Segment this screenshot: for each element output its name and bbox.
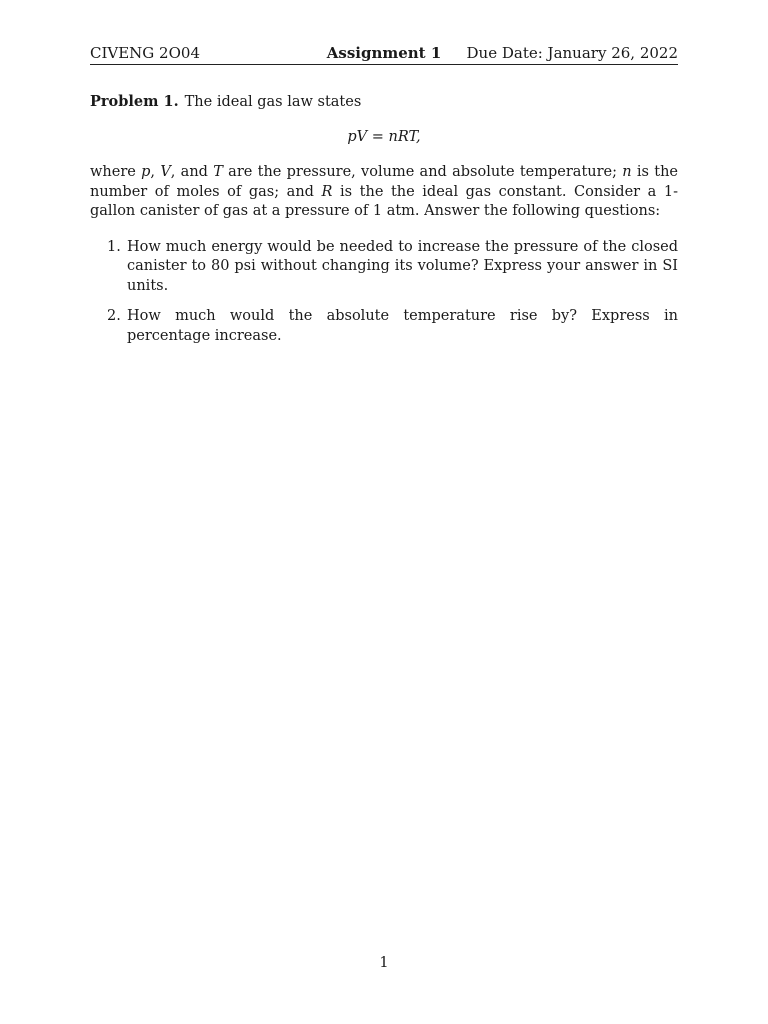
description-text: is the the ideal gas constant. Consider a 1-gallon canister of gas at a pressure of 1 atm. Answer the following questions: [90,183,678,219]
due-date: Due Date: January 26, 2022 [466,44,678,62]
list-item [90,307,678,346]
description-text: are the pressure, volume and absolute temperature; [222,164,623,180]
page-number: 1 [379,955,389,971]
problem-intro [90,92,678,113]
question-list [90,238,678,347]
question-number: 2. [107,308,121,324]
question-number: 1. [107,238,121,255]
header-rule [90,64,678,65]
math-variable-v: V [160,164,171,180]
description-text: , [150,164,161,180]
page-header [90,43,678,63]
list-item [90,238,678,297]
description-text: , and [170,164,214,180]
problem-label: Problem 1. [90,93,179,110]
question-text: How much would the absolute temperature rise by? Express in percentage increase. [127,308,678,344]
problem-description [90,163,678,222]
description-text: is the number of moles of gas; and [90,164,679,200]
assignment-title: Assignment 1 [326,44,442,62]
math-variable-n: n [622,164,632,180]
problem-section [90,92,678,357]
problem-intro-text: The ideal gas law states [184,94,362,110]
math-variable-r: R [321,183,333,200]
question-text: How much energy would be needed to increase the pressure of the closed canister to 80 psi without changing its volume? Express your answer in SI units. [127,238,678,294]
math-variable-t: T [213,164,223,180]
course-code: CIVENG 2O04 [90,44,200,62]
math-variable-p: p [141,164,151,180]
ideal-gas-equation: pV = nRT, [347,128,421,145]
description-text: where [90,164,142,180]
